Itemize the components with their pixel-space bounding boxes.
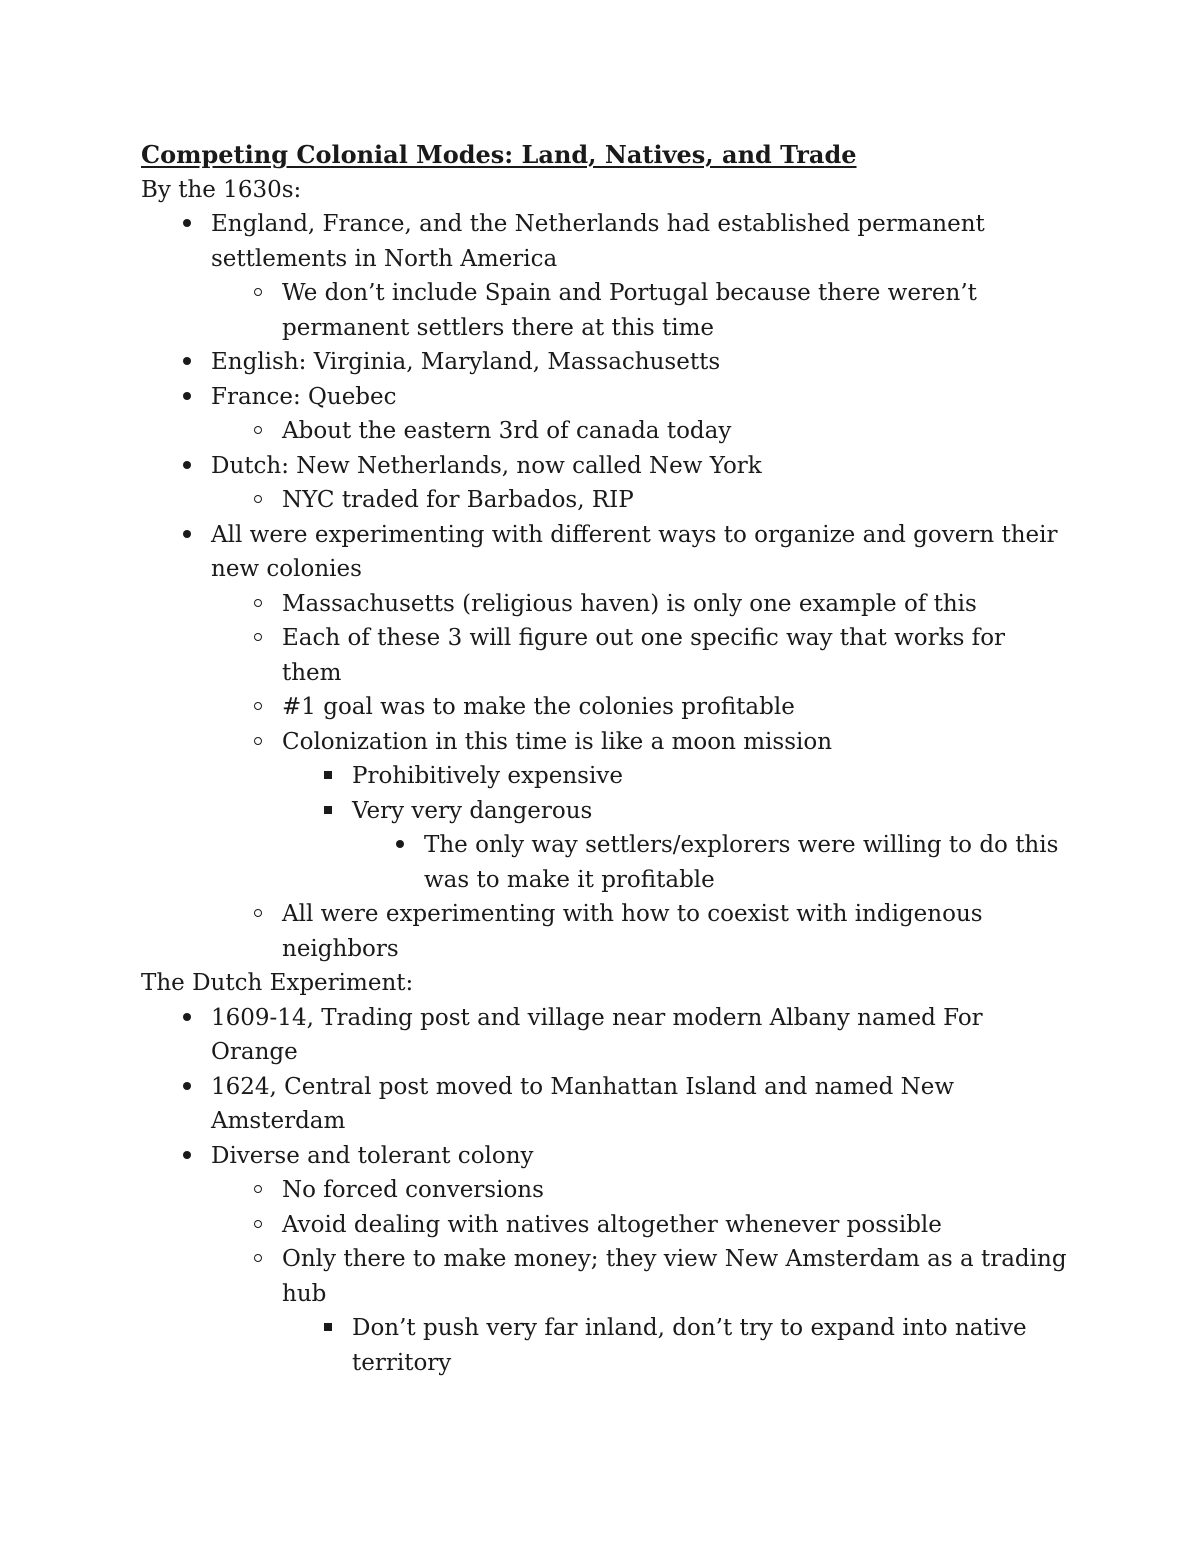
filled-bullet-icon: [175, 1001, 199, 1036]
list-item: [141, 1208, 1071, 1243]
filled-bullet-icon: [175, 449, 199, 484]
hollow-bullet-icon: [246, 483, 270, 518]
list-item: [141, 1070, 1071, 1139]
list-item-text: All were experimenting with how to coexist with indigenous neighbors: [282, 901, 983, 962]
list-item: [141, 1001, 1071, 1070]
list-item-text: Only there to make money; they view New Amsterdam as a trading hub: [282, 1246, 1067, 1307]
hollow-bullet-icon: [246, 276, 270, 311]
list-item-text: Don’t push very far inland, don’t try to expand into native territory: [352, 1315, 1027, 1376]
list-item: [141, 1242, 1071, 1311]
hollow-bullet-icon: [246, 1208, 270, 1243]
square-bullet-icon: [316, 1311, 340, 1346]
list-item: [141, 414, 1071, 449]
filled-bullet-icon: [388, 828, 412, 863]
list-item: [141, 345, 1071, 380]
hollow-bullet-icon: [246, 1242, 270, 1277]
section-heading-dutch: The Dutch Experiment:: [141, 970, 414, 996]
section-dutch-list: [141, 1001, 1071, 1381]
list-item: [141, 1139, 1071, 1174]
list-item: [141, 1173, 1071, 1208]
filled-bullet-icon: [175, 1139, 199, 1174]
list-item-text: Diverse and tolerant colony: [211, 1142, 534, 1169]
list-item-text: Dutch: New Netherlands, now called New York: [211, 452, 762, 479]
list-item: [141, 587, 1071, 622]
list-item: [141, 725, 1071, 760]
section-heading-1630s: By the 1630s:: [141, 176, 302, 203]
list-item-text: Massachusetts (religious haven) is only one example of this: [282, 590, 977, 617]
list-item: [141, 380, 1071, 415]
filled-bullet-icon: [175, 345, 199, 380]
list-item: [141, 207, 1071, 276]
list-item: [141, 690, 1071, 725]
page-title: Competing Colonial Modes: Land, Natives, and Trade: [141, 140, 857, 169]
filled-bullet-icon: [175, 380, 199, 415]
list-item-text: Prohibitively expensive: [352, 763, 623, 789]
list-item: [141, 759, 1071, 794]
list-item-text: #1 goal was to make the colonies profitable: [282, 694, 795, 720]
list-item-text: About the eastern 3rd of canada today: [282, 418, 732, 444]
list-item: [141, 483, 1071, 518]
list-item: [141, 518, 1071, 587]
filled-bullet-icon: [175, 1070, 199, 1105]
list-item-text: We don’t include Spain and Portugal because there weren’t permanent settlers there at this time: [282, 280, 977, 341]
list-item-text: English: Virginia, Maryland, Massachusetts: [211, 349, 721, 375]
hollow-bullet-icon: [246, 897, 270, 932]
list-item: [141, 449, 1071, 484]
list-item-text: 1609-14, Trading post and village near modern Albany named For Orange: [211, 1004, 983, 1065]
filled-bullet-icon: [175, 207, 199, 242]
list-item-text: Colonization in this time is like a moon mission: [282, 728, 833, 755]
hollow-bullet-icon: [246, 1173, 270, 1208]
square-bullet-icon: [316, 759, 340, 794]
section-1630s-list: [141, 207, 1071, 966]
list-item-text: 1624, Central post moved to Manhattan Island and named New Amsterdam: [211, 1073, 955, 1134]
list-item: [141, 276, 1071, 345]
filled-bullet-icon: [175, 518, 199, 553]
hollow-bullet-icon: [246, 621, 270, 656]
list-item-text: Very very dangerous: [352, 797, 593, 824]
list-item-text: Each of these 3 will figure out one specific way that works for them: [282, 625, 1006, 686]
list-item-text: All were experimenting with different ways to organize and govern their new colonies: [211, 521, 1058, 582]
list-item: [141, 621, 1071, 690]
square-bullet-icon: [316, 794, 340, 829]
hollow-bullet-icon: [246, 587, 270, 622]
list-item-text: The only way settlers/explorers were willing to do this was to make it profitable: [424, 832, 1059, 893]
list-item-text: England, France, and the Netherlands had established permanent settlements in North America: [211, 211, 985, 272]
list-item-text: France: Quebec: [211, 383, 397, 410]
list-item: [141, 828, 1071, 897]
list-item: [141, 897, 1071, 966]
list-item: [141, 794, 1071, 829]
list-item-text: NYC traded for Barbados, RIP: [282, 487, 634, 513]
list-item: [141, 1311, 1071, 1380]
hollow-bullet-icon: [246, 414, 270, 449]
hollow-bullet-icon: [246, 690, 270, 725]
hollow-bullet-icon: [246, 725, 270, 760]
list-item-text: No forced conversions: [282, 1177, 544, 1203]
document-body: [141, 138, 1071, 1380]
list-item-text: Avoid dealing with natives altogether whenever possible: [282, 1211, 942, 1238]
